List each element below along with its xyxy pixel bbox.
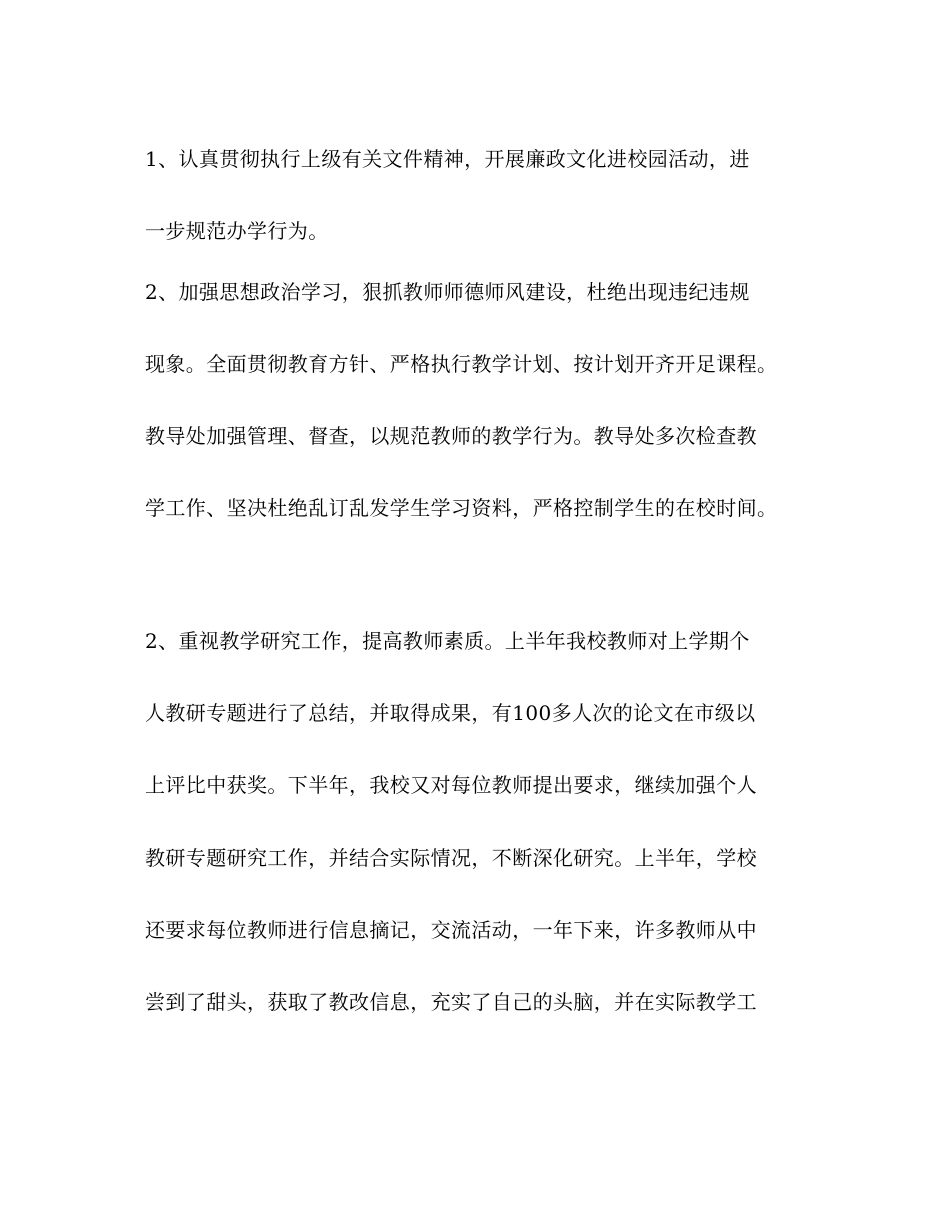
text-line: 一步规范办学行为。 [145,219,329,243]
text-line: 1、认真贯彻执行上级有关文件精神，开展廉政文化进校园活动，进 [145,147,750,171]
text-line: 人教研专题进行了总结，并取得成果，有100多人次的论文在市级以 [145,701,756,725]
text-line: 教研专题研究工作，并结合实际情况，不断深化研究。上半年，学校 [145,846,757,870]
text-line: 2、重视教学研究工作，提高教师素质。上半年我校教师对上学期个 [145,629,750,653]
text-line: 上评比中获奖。下半年，我校又对每位教师提出要求，继续加强个人 [145,773,757,797]
text-line: 教导处加强管理、督查，以规范教师的教学行为。教导处多次检查教 [145,424,757,448]
text-line: 2、加强思想政治学习，狠抓教师师德师风建设，杜绝出现违纪违规 [145,280,750,304]
text-line: 尝到了甜头，获取了教改信息，充实了自己的头脑，并在实际教学工 [145,990,757,1014]
text-line: 现象。全面贯彻教育方针、严格执行教学计划、按计划开齐开足课程。 [145,352,778,376]
text-line: 学工作、坚决杜绝乱订乱发学生学习资料，严格控制学生的在校时间。 [145,496,778,520]
text-line: 还要求每位教师进行信息摘记，交流活动，一年下来，许多教师从中 [145,918,757,942]
